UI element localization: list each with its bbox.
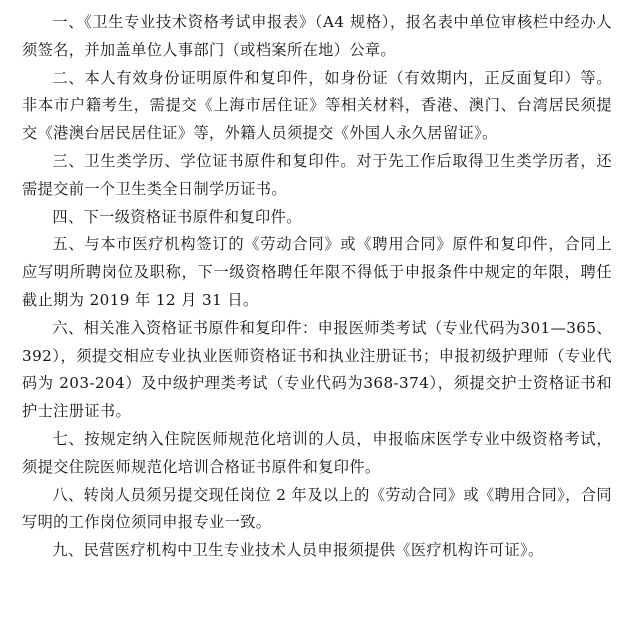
paragraph-item-4: 四、下一级资格证书原件和复印件。 <box>52 207 302 226</box>
paragraph-item-3: 三、卫生类学历、学位证书原件和复印件。对于先工作后取得卫生类学历者，还需提交前一个卫生类全日制学历证书。 <box>22 151 612 198</box>
paragraph-item-5: 五、与本市医疗机构签订的《劳动合同》或《聘用合同》原件和复印件，合同上应写明所聘岗位及职称，下一级资格聘任年限不得低于申报条件中规定的年限，聘任截止期为 2019 年 12 月 31 日。 <box>22 235 612 309</box>
paragraph-item-8: 八、转岗人员须另提交现任岗位 2 年及以上的《劳动合同》或《聘用合同》，合同写明的工作岗位须同申报专业一致。 <box>22 485 612 532</box>
paragraph-item-6: 六、相关准入资格证书原件和复印件：申报医师类考试（专业代码为301—365、392），须提交相应专业执业医师资格证书和执业注册证书；申报初级护理师（专业代码为 203-204）及中级护理类考试（专业代码为368-374），须提交护士资格证书和护士注册证书。 <box>22 318 612 421</box>
paragraph-item-7: 七、按规定纳入住院医师规范化培训的人员，申报临床医学专业中级资格考试，须提交住院医师规范化培训合格证书原件和复印件。 <box>22 429 612 476</box>
paragraph-item-9: 九、民营医疗机构中卫生专业技术人员申报须提供《医疗机构许可证》。 <box>52 541 544 560</box>
paragraph-item-2: 二、本人有效身份证明原件和复印件，如身份证（有效期内，正反面复印）等。非本市户籍考生，需提交《上海市居住证》等相关材料，香港、澳门、台湾居民须提交《港澳台居民居住证》等，外籍人员须提交《外国人永久居留证》。 <box>22 68 612 143</box>
paragraph-item-1: 一、《卫生专业技术资格考试申报表》（A4 规格），报名表中单位审核栏中经办人须签名，并加盖单位人事部门（或档案所在地）公章。 <box>22 13 612 59</box>
